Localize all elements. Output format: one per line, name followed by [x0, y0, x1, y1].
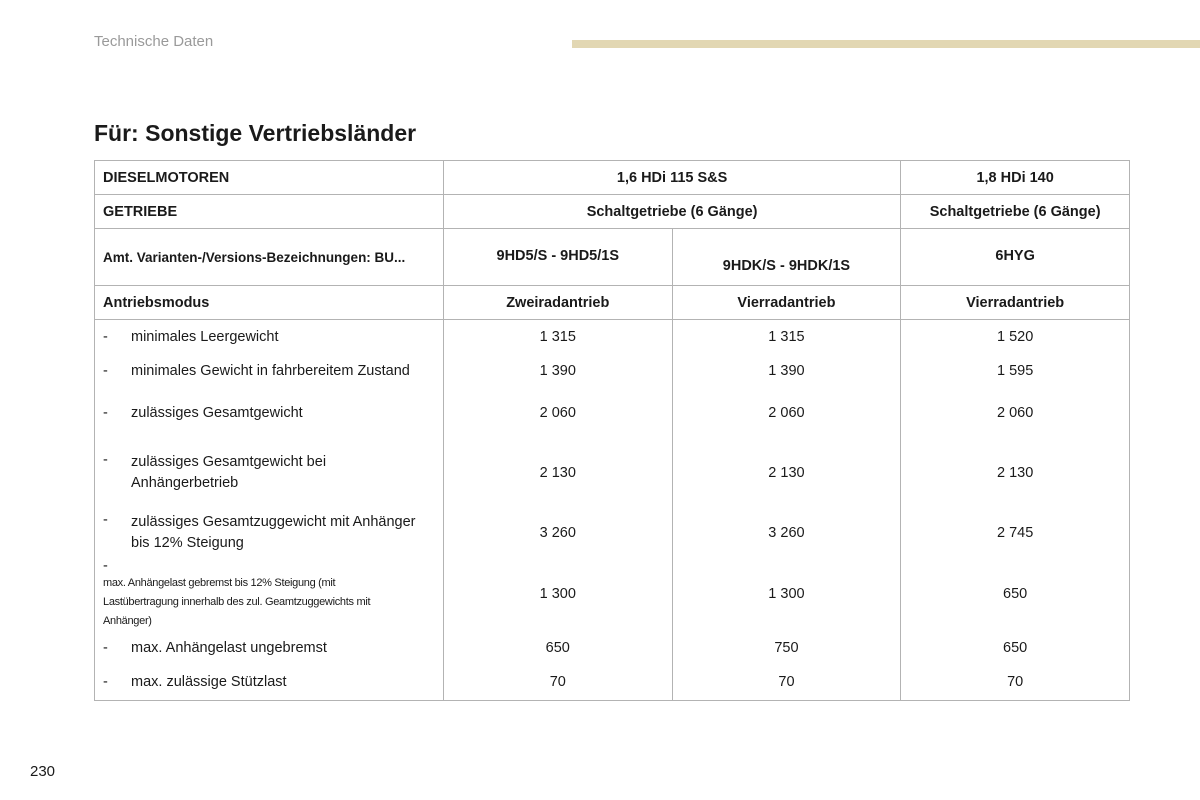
engine-row: [95, 161, 1130, 195]
row-value: 1 390: [672, 354, 901, 388]
drive-1: Zweiradantrieb: [443, 286, 672, 320]
row-value: 1 390: [443, 354, 672, 388]
row-label: max. Anhängelast gebremst bis 12% Steigung (mit Lastübertragung innerhalb des zul. Geamtzuggewichts mit Anhänger): [103, 576, 371, 627]
table-row: [95, 665, 1130, 701]
row-dash: -: [103, 557, 108, 574]
row-value: 1 300: [672, 558, 901, 631]
row-value: 2 745: [901, 508, 1130, 558]
row-value: 1 315: [443, 320, 672, 354]
table-row: [95, 438, 1130, 508]
row-label: minimales Leergewicht: [131, 328, 279, 345]
row-label: minimales Gewicht in fahrbereitem Zustand: [131, 362, 410, 379]
row-value: 3 260: [443, 508, 672, 558]
row-value: 70: [901, 665, 1130, 701]
table-row: [95, 320, 1130, 354]
row-label: zulässiges Gesamtgewicht bei Anhängerbetrieb: [131, 453, 327, 491]
engine-1: 1,6 HDi 115 S&S: [443, 161, 900, 195]
row-label: max. zulässige Stützlast: [131, 674, 287, 691]
spec-table: [94, 160, 1130, 701]
row-value: 2 130: [672, 438, 901, 508]
page-number: 230: [30, 763, 56, 780]
row-label: zulässiges Gesamtgewicht: [131, 404, 303, 421]
row-dash: -: [103, 328, 108, 345]
drive-label: Antriebsmodus: [95, 286, 444, 320]
table-row: [95, 558, 1130, 631]
row-value: 750: [672, 631, 901, 665]
row-value: 1 315: [672, 320, 901, 354]
row-label: max. Anhängelast ungebremst: [131, 639, 327, 656]
gearbox-1: Schaltgetriebe (6 Gänge): [443, 195, 900, 229]
row-value: 2 130: [443, 438, 672, 508]
table-row: [95, 631, 1130, 665]
gearbox-label: GETRIEBE: [95, 195, 444, 229]
variants-row: [95, 229, 1130, 286]
row-label: zulässiges Gesamtzuggewicht mit Anhänger bis 12% Steigung: [131, 513, 416, 551]
row-value: 2 060: [901, 388, 1130, 438]
drive-3: Vierradantrieb: [901, 286, 1130, 320]
table-row: [95, 354, 1130, 388]
row-value: 1 595: [901, 354, 1130, 388]
variant-3: 6HYG: [901, 229, 1130, 286]
engine-label: DIESELMOTOREN: [95, 161, 444, 195]
section-label: Technische Daten: [94, 33, 214, 50]
page-title: Für: Sonstige Vertriebsländer: [94, 120, 417, 146]
table-row: [95, 388, 1130, 438]
drive-2: Vierradantrieb: [672, 286, 901, 320]
row-value: 650: [901, 558, 1130, 631]
header-rule: [572, 40, 1200, 48]
variants-label: Amt. Varianten-/Versions-Bezeichnungen: BU...: [95, 229, 444, 286]
gearbox-row: [95, 195, 1130, 229]
row-value: 70: [672, 665, 901, 701]
row-dash: -: [103, 362, 108, 379]
gearbox-2: Schaltgetriebe (6 Gänge): [901, 195, 1130, 229]
row-dash: -: [103, 404, 108, 421]
table-row: [95, 508, 1130, 558]
engine-2: 1,8 HDi 140: [901, 161, 1130, 195]
row-dash: -: [103, 674, 108, 691]
variant-2: 9HDK/S - 9HDK/1S: [672, 229, 901, 286]
row-value: 70: [443, 665, 672, 701]
row-dash: -: [103, 511, 108, 528]
drive-row: [95, 286, 1130, 320]
row-value: 650: [443, 631, 672, 665]
row-value: 2 060: [443, 388, 672, 438]
row-value: 3 260: [672, 508, 901, 558]
row-value: 1 300: [443, 558, 672, 631]
row-dash: -: [103, 639, 108, 656]
variant-1: 9HD5/S - 9HD5/1S: [443, 229, 672, 286]
row-value: 650: [901, 631, 1130, 665]
row-dash: -: [103, 451, 108, 468]
row-value: 2 130: [901, 438, 1130, 508]
row-value: 2 060: [672, 388, 901, 438]
row-value: 1 520: [901, 320, 1130, 354]
